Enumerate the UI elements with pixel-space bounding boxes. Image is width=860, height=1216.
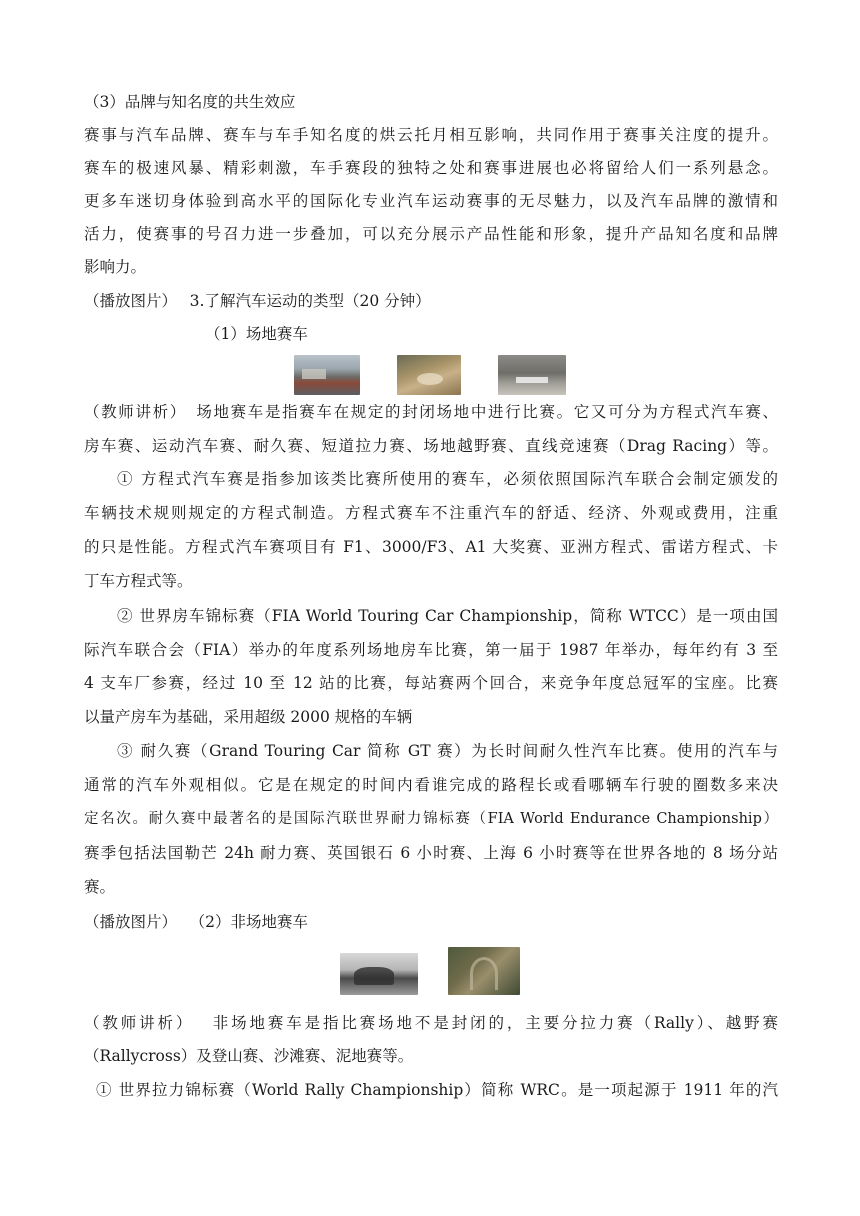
paragraph-line: ③ 耐久赛（Grand Touring Car 简称 GT 赛）为长时间耐久性汽车比赛。使用的汽车与	[117, 742, 778, 760]
subheading-brand-effect: （3）品牌与知名度的共生效应	[84, 93, 296, 111]
paragraph-line: 赛。	[84, 878, 116, 896]
circuit-photo-3	[498, 355, 566, 395]
paragraph-line: 4 支车厂参赛，经过 10 至 12 站的比赛，每站赛两个回合，来竞争年度总冠军的宝座。比赛	[84, 674, 778, 692]
paragraph-line: 车辆技术规则规定的方程式制造。方程式赛车不注重汽车的舒适、经济、外观或费用，注重	[84, 504, 778, 522]
paragraph-line: 以量产房车为基础，采用超级 2000 规格的车辆	[84, 708, 413, 726]
paragraph-line: ① 方程式汽车赛是指参加该类比赛所使用的赛车，必须依照国际汽车联合会制定颁发的	[117, 470, 778, 488]
hillclimb-photo	[448, 947, 520, 995]
paragraph-line: 赛季包括法国勒芒 24h 耐力赛、英国银石 6 小时赛、上海 6 小时赛等在世界各地的 8 场分站	[84, 844, 778, 862]
paragraph-line: 丁车方程式等。	[84, 572, 193, 590]
paragraph-line: 影响力。	[84, 258, 147, 276]
paragraph-line: 际汽车联合会（FIA）举办的年度系列场地房车比赛，第一届于 1987 年举办，每年约有 3 至	[84, 641, 778, 659]
paragraph-line: 通常的汽车外观相似。它是在规定的时间内看谁完成的路程长或看哪辆车行驶的圈数多来决	[84, 776, 778, 794]
paragraph-line: 赛事与汽车品牌、赛车与车手知名度的烘云托月相互影响，共同作用于赛事关注度的提升。	[84, 126, 778, 144]
vintage-rally-photo	[340, 953, 418, 995]
subheading-circuit-racing: （1）场地赛车	[205, 325, 308, 343]
subheading-off-road-racing: （播放图片） （2）非场地赛车	[84, 913, 309, 931]
paragraph-line: 活力，使赛事的号召力进一步叠加，可以充分展示产品性能和形象，提升产品知名度和品牌	[84, 225, 778, 243]
section-heading-racing-types: （播放图片） 3.了解汽车运动的类型（20 分钟）	[84, 292, 431, 310]
paragraph-line: （Rallycross）及登山赛、沙滩赛、泥地赛等。	[84, 1047, 414, 1065]
paragraph-line: 更多车迷切身体验到高水平的国际化专业汽车运动赛事的无尽魅力，以及汽车品牌的激情和	[84, 192, 778, 210]
paragraph-line: 房车赛、运动汽车赛、耐久赛、短道拉力赛、场地越野赛、直线竞速赛（Drag Racing）等。	[84, 437, 778, 455]
circuit-photo-1	[294, 355, 360, 395]
paragraph-line: （教师讲析） 非场地赛车是指比赛场地不是封闭的，主要分拉力赛（Rally）、越野赛	[84, 1014, 778, 1032]
paragraph-line: ① 世界拉力锦标赛（World Rally Championship）简称 WRC。是一项起源于 1911 年的汽	[96, 1081, 778, 1099]
paragraph-line: 赛车的极速风暴、精彩刺激，车手赛段的独特之处和赛事进展也必将留给人们一系列悬念。	[84, 159, 778, 177]
paragraph-line: 定名次。耐久赛中最著名的是国际汽联世界耐力锦标赛（FIA World Endurance Championship）	[84, 811, 778, 827]
paragraph-line: （教师讲析） 场地赛车是指赛车在规定的封闭场地中进行比赛。它又可分为方程式汽车赛、	[84, 403, 778, 421]
paragraph-line: ② 世界房车锦标赛（FIA World Touring Car Championship，简称 WTCC）是一项由国	[117, 607, 778, 625]
paragraph-line: 的只是性能。方程式汽车赛项目有 F1、3000/F3、A1 大奖赛、亚洲方程式、雷诺方程式、卡	[84, 538, 778, 556]
circuit-photo-2	[397, 355, 461, 395]
